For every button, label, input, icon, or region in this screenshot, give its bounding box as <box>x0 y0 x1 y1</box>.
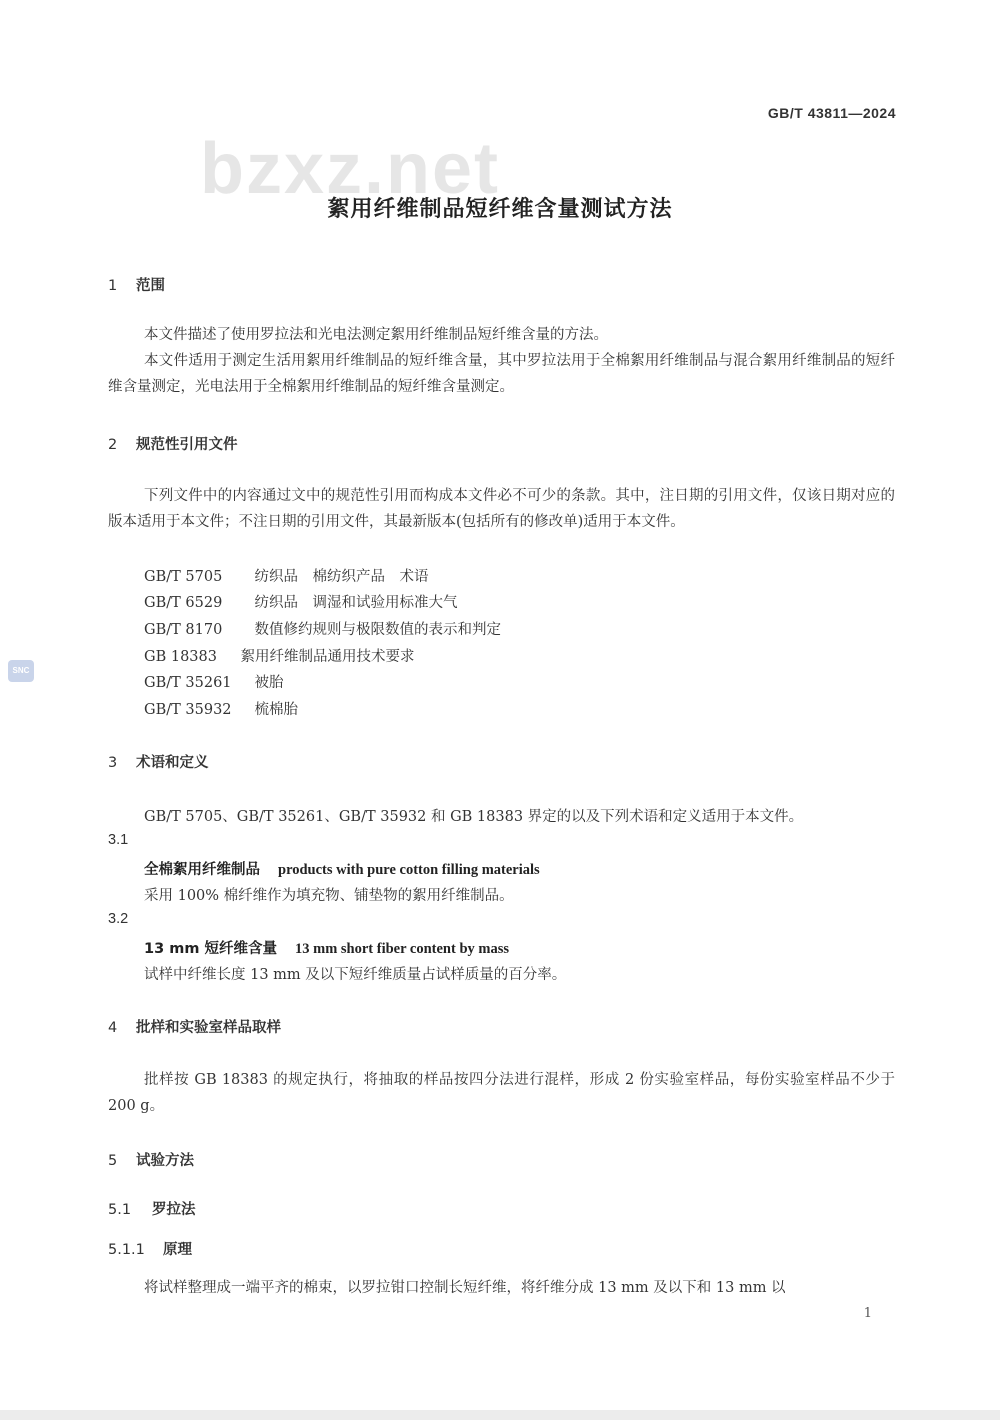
section-number: 4 <box>108 1020 118 1036</box>
reference-item <box>144 565 429 586</box>
term-chinese: 13 mm 短纤维含量 <box>144 941 277 957</box>
term-number: 3.1 <box>108 832 129 848</box>
reference-code: GB/T 8170 <box>144 622 223 638</box>
reference-title: 絮用纤维制品通用技术要求 <box>240 649 415 665</box>
section-1-heading <box>108 274 165 295</box>
section-1-paragraph-1: 本文件描述了使用罗拉法和光电法测定絮用纤维制品短纤维含量的方法。 <box>144 327 608 343</box>
section-title: 范围 <box>136 278 165 294</box>
reference-title: 纺织品 调湿和试验用标准大气 <box>254 595 458 611</box>
section-number: 5.1 <box>108 1202 132 1218</box>
term-heading <box>144 937 509 958</box>
watermark-text: bzxz.net <box>200 129 501 209</box>
document-title: 絮用纤维制品短纤维含量测试方法 <box>327 197 673 222</box>
section-title: 罗拉法 <box>152 1202 196 1218</box>
section-number: 3 <box>108 755 118 771</box>
section-number: 5 <box>108 1153 118 1169</box>
section-2-heading <box>108 433 238 454</box>
term-number: 3.2 <box>108 911 129 927</box>
reference-item <box>144 591 458 612</box>
section-4-paragraph: 批样按 GB 18383 的规定执行，将抽取的样品按四分法进行混样，形成 2 份实验室样品，每份实验室样品不少于 200 g。 <box>108 1072 895 1114</box>
term-heading <box>144 858 540 879</box>
section-number: 2 <box>108 437 118 453</box>
reference-item <box>144 645 415 666</box>
section-3-heading <box>108 751 209 772</box>
subsection-5-1-heading <box>108 1198 196 1219</box>
bottom-edge <box>0 1410 1000 1420</box>
page-number: 1 <box>863 1306 872 1321</box>
reference-code: GB 18383 <box>144 649 217 665</box>
reference-title: 被胎 <box>254 675 284 691</box>
reference-title: 纺织品 棉纺织产品 术语 <box>254 569 429 585</box>
reference-title: 梳棉胎 <box>254 702 298 718</box>
section-5-heading <box>108 1149 194 1170</box>
reference-item <box>144 671 284 692</box>
term-chinese: 全棉絮用纤维制品 <box>144 862 260 878</box>
standard-code: GB/T 43811—2024 <box>767 105 896 121</box>
term-english: 13 mm short fiber content by mass <box>295 941 509 957</box>
section-2-paragraph: 下列文件中的内容通过文中的规范性引用而构成本文件必不可少的条款。其中，注日期的引用文件，仅该日期对应的版本适用于本文件；不注日期的引用文件，其最新版本(包括所有的修改单)适用于本文件。 <box>108 488 895 530</box>
section-3-paragraph: GB/T 5705、GB/T 35261、GB/T 35932 和 GB 18383 界定的以及下列术语和定义适用于本文件。 <box>144 809 804 825</box>
reference-code: GB/T 6529 <box>144 595 223 611</box>
section-title: 试验方法 <box>136 1153 194 1169</box>
side-logo-icon: SNC <box>8 660 34 682</box>
section-title: 批样和实验室样品取样 <box>136 1020 281 1036</box>
section-title: 原理 <box>163 1242 192 1258</box>
reference-title: 数值修约规则与极限数值的表示和判定 <box>254 622 501 638</box>
section-number: 1 <box>108 278 118 294</box>
term-definition: 试样中纤维长度 13 mm 及以下短纤维质量占试样质量的百分率。 <box>144 967 567 983</box>
reference-item <box>144 698 298 719</box>
reference-item <box>144 618 501 639</box>
section-title: 规范性引用文件 <box>136 437 238 453</box>
reference-code: GB/T 5705 <box>144 569 223 585</box>
section-number: 5.1.1 <box>108 1242 145 1258</box>
section-1-paragraph-2: 本文件适用于测定生活用絮用纤维制品的短纤维含量，其中罗拉法用于全棉絮用纤维制品与混合絮用纤维制品的短纤维含量测定，光电法用于全棉絮用纤维制品的短纤维含量测定。 <box>108 353 895 395</box>
term-english: products with pure cotton filling materials <box>278 862 540 878</box>
section-4-heading <box>108 1016 281 1037</box>
reference-code: GB/T 35932 <box>144 702 232 718</box>
subsection-5-1-1-heading <box>108 1238 192 1259</box>
section-title: 术语和定义 <box>136 755 209 771</box>
section-5-paragraph: 将试样整理成一端平齐的棉束，以罗拉钳口控制长短纤维，将纤维分成 13 mm 及以下和 13 mm 以 <box>144 1280 786 1296</box>
term-definition: 采用 100% 棉纤维作为填充物、铺垫物的絮用纤维制品。 <box>144 888 514 904</box>
reference-code: GB/T 35261 <box>144 675 232 691</box>
